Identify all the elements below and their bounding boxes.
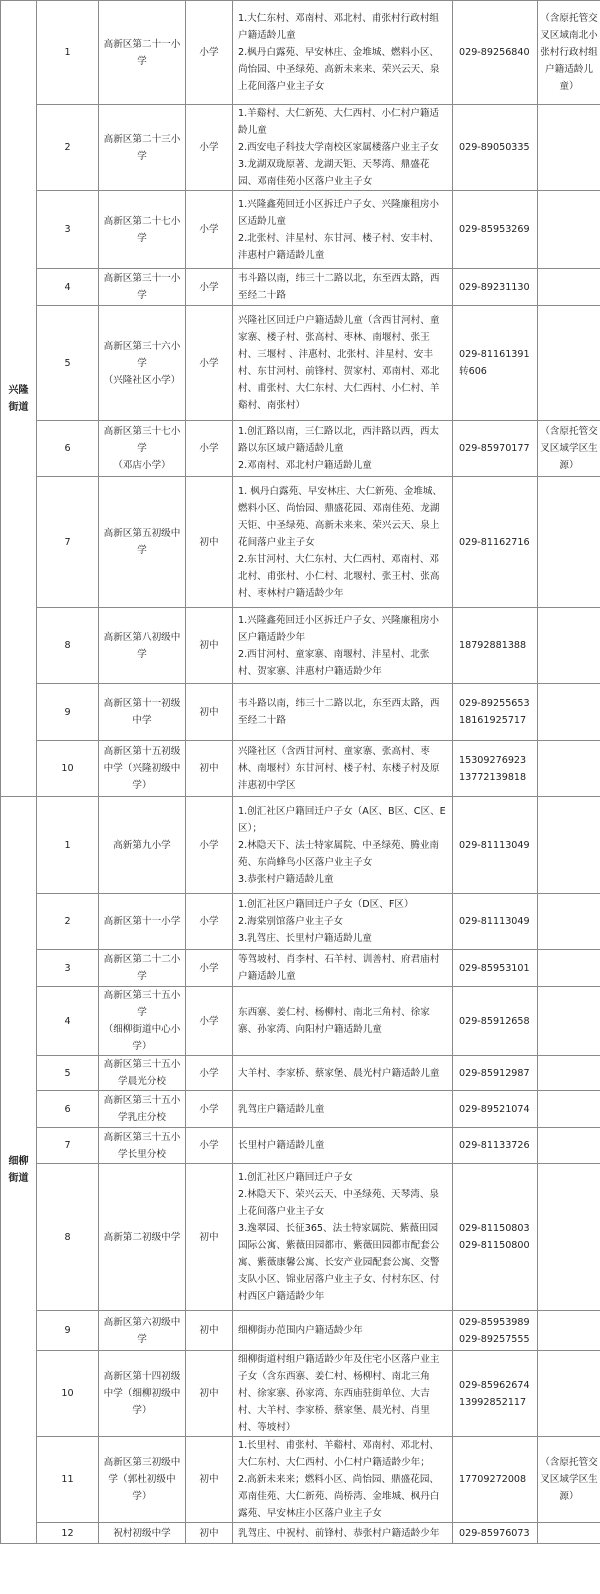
contact-phone-line: 029-85962674 bbox=[459, 1379, 530, 1391]
school-name-line: 高新区第二十二小学 bbox=[103, 954, 181, 982]
contact-phone-line: 029-85953989 bbox=[459, 1316, 530, 1328]
row-number: 10 bbox=[37, 741, 99, 797]
school-type: 小学 bbox=[186, 191, 233, 269]
school-name-line: 高新区第十一小学 bbox=[103, 916, 181, 927]
enrollment-range-line: 1.大仁东村、邓南村、邓北村、甫张村行政村组户籍适龄儿童 bbox=[238, 13, 440, 41]
contact-phone-line: 18161925717 bbox=[459, 715, 527, 726]
contact-phone-line: 13772139818 bbox=[459, 771, 527, 783]
enrollment-range-line: 等驾坡村、肖李村、石羊村、训善村、府君庙村户籍适龄儿童 bbox=[238, 954, 440, 982]
enrollment-range bbox=[233, 894, 453, 950]
note bbox=[538, 1128, 600, 1164]
enrollment-range-line: 1.羊谿村、大仁新苑、大仁西村、小仁村户籍适龄儿童 bbox=[238, 108, 440, 136]
school-type: 小学 bbox=[186, 894, 233, 950]
table-row bbox=[1, 477, 600, 608]
contact-phone bbox=[453, 894, 538, 950]
school-type: 初中 bbox=[186, 1437, 233, 1523]
contact-phone-line: 029-85953101 bbox=[459, 962, 530, 974]
enrollment-range bbox=[233, 1311, 453, 1351]
table-body bbox=[1, 1, 600, 1544]
school-name bbox=[99, 269, 186, 306]
table-row bbox=[1, 1, 600, 105]
enrollment-range-line: 兴隆社区（含西甘河村、童家寨、张高村、枣林、南堰村）东甘河村、楼子村、东楼子村及原沣惠初中学区 bbox=[238, 746, 440, 791]
contact-phone bbox=[453, 950, 538, 987]
school-name-line: 高新区第十五初级中学（兴隆初级中学） bbox=[103, 746, 181, 791]
contact-phone bbox=[453, 306, 538, 421]
school-name-line: 高新区第三十一小学 bbox=[103, 273, 181, 301]
contact-phone-line: 029-85970177 bbox=[459, 443, 530, 454]
school-name bbox=[99, 306, 186, 421]
enrollment-range bbox=[233, 306, 453, 421]
school-name-line: （兴隆社区小学） bbox=[103, 374, 181, 386]
contact-phone bbox=[453, 741, 538, 797]
enrollment-range-line: 长里村户籍适龄儿童 bbox=[238, 1140, 325, 1151]
school-name bbox=[99, 950, 186, 987]
enrollment-range-line: 2.海棠别馆落户业主子女 bbox=[238, 916, 344, 927]
enrollment-range-line: 2.高新未来来；燃料小区、尚怡园、鼎盛花园、邓南佳苑、大仁新苑、尚桥湾、金堆城、枫丹白露苑、早安林庄小区落户业主子女 bbox=[238, 1474, 440, 1519]
enrollment-range-line: 2.西安电子科技大学南校区家属楼落户业主子女 3.龙湖双珑原著、龙湖天钜、天琴湾、鼎盛花园、邓南佳苑小区落户业主子女 bbox=[238, 142, 440, 187]
row-number: 1 bbox=[37, 797, 99, 894]
note bbox=[538, 191, 600, 269]
school-name-line: 高新区第三十五小学长里分校 bbox=[103, 1131, 181, 1160]
contact-phone-line: 029-81133726 bbox=[459, 1140, 530, 1151]
enrollment-range-line: 1.创汇社区户籍回迁户子女（A区、B区、C区、E区）； bbox=[238, 805, 446, 834]
table-row bbox=[1, 1311, 600, 1351]
table-row bbox=[1, 1056, 600, 1091]
street-name: 兴隆街道 bbox=[1, 1, 37, 797]
school-name bbox=[99, 608, 186, 684]
enrollment-range bbox=[233, 1523, 453, 1544]
note bbox=[538, 477, 600, 608]
contact-phone-line: 029-89256840 bbox=[459, 47, 530, 58]
enrollment-range bbox=[233, 608, 453, 684]
enrollment-range-line: 2.西甘河村、童家寨、南堰村、沣星村、北张村、贺家寨、沣惠村户籍适龄少年 bbox=[238, 648, 430, 677]
enrollment-range-line: 1. 枫丹白露苑、早安林庄、大仁新苑、金堆城、燃料小区、尚怡园、鼎盛花园、邓南佳苑、龙湖天钜、中圣绿苑、高新未来来、荣兴云天、泉上花间落户业主子女 bbox=[238, 485, 443, 548]
school-name bbox=[99, 987, 186, 1056]
contact-phone-line: 029-89050335 bbox=[459, 142, 530, 153]
enrollment-range-line: 2.枫丹白露苑、早安林庄、金堆城、燃料小区、尚怡园、中圣绿苑、高新未来来、荣兴云天、泉上花间落户业主子女 bbox=[238, 47, 440, 92]
enrollment-range bbox=[233, 1091, 453, 1128]
school-name bbox=[99, 1164, 186, 1311]
school-name bbox=[99, 894, 186, 950]
school-type: 初中 bbox=[186, 1164, 233, 1311]
school-type: 初中 bbox=[186, 477, 233, 608]
contact-phone-line: 029-89521074 bbox=[459, 1103, 530, 1115]
contact-phone-line: 13992852117 bbox=[459, 1396, 527, 1408]
note bbox=[538, 741, 600, 797]
enrollment-range bbox=[233, 1164, 453, 1311]
school-name-line: 高新区第十一初级中学 bbox=[103, 698, 181, 726]
table-row bbox=[1, 684, 600, 741]
row-number: 4 bbox=[37, 269, 99, 306]
contact-phone-line: 029-81162716 bbox=[459, 536, 530, 548]
enrollment-range-line: 乳驾庄户籍适龄儿童 bbox=[238, 1103, 325, 1115]
school-type: 小学 bbox=[186, 1128, 233, 1164]
school-name-line: 高新区第二十七小学 bbox=[103, 215, 181, 244]
note bbox=[538, 1523, 600, 1544]
school-name-line: （邓店小学） bbox=[113, 460, 171, 471]
school-name bbox=[99, 421, 186, 477]
school-name bbox=[99, 741, 186, 797]
enrollment-range-line: 1.创汇社区户籍回迁户子女（D区、F区） bbox=[238, 899, 414, 910]
table-row bbox=[1, 191, 600, 269]
note bbox=[538, 950, 600, 987]
enrollment-range-line: 1.长里村、甫张村、羊谿村、邓南村、邓北村、大仁东村、大仁西村、小仁村户籍适龄少年； bbox=[238, 1440, 440, 1468]
enrollment-range bbox=[233, 684, 453, 741]
enrollment-range-line: 韦斗路以南，纬三十二路以北，东至西太路，西至经二十路 bbox=[238, 698, 440, 726]
school-name-line: 高新第二初级中学 bbox=[103, 1231, 181, 1243]
contact-phone bbox=[453, 1, 538, 105]
row-number: 6 bbox=[37, 421, 99, 477]
school-name bbox=[99, 1437, 186, 1523]
contact-phone bbox=[453, 1056, 538, 1091]
contact-phone bbox=[453, 105, 538, 191]
note bbox=[538, 608, 600, 684]
school-name-line: 高新区第十四初级中学（细柳初级中学） bbox=[103, 1371, 181, 1416]
school-type: 小学 bbox=[186, 421, 233, 477]
contact-phone-line: 029-81161391 bbox=[459, 349, 530, 360]
school-name-line: 高新区第三十七小学 bbox=[103, 426, 181, 454]
table-row bbox=[1, 269, 600, 306]
row-number: 5 bbox=[37, 1056, 99, 1091]
note bbox=[538, 269, 600, 306]
contact-phone bbox=[453, 1351, 538, 1437]
school-type: 初中 bbox=[186, 608, 233, 684]
contact-phone bbox=[453, 1128, 538, 1164]
school-type: 小学 bbox=[186, 105, 233, 191]
school-type: 初中 bbox=[186, 1311, 233, 1351]
school-type: 初中 bbox=[186, 1523, 233, 1544]
school-name bbox=[99, 1, 186, 105]
contact-phone bbox=[453, 421, 538, 477]
enrollment-range bbox=[233, 1128, 453, 1164]
row-number: 2 bbox=[37, 105, 99, 191]
enrollment-range-line: 2.林隐天下、法士特家属院、中圣绿苑、腾业南苑、东尚蜂鸟小区落户业主子女 bbox=[238, 839, 440, 868]
school-name bbox=[99, 105, 186, 191]
note bbox=[538, 105, 600, 191]
enrollment-range-line: 2.东甘河村、大仁东村、大仁西村、邓南村、邓北村、甫张村、小仁村、北堰村、张王村、张高村、枣林村户籍适龄少年 bbox=[238, 553, 440, 599]
enrollment-range-line: 1.创汇路以南，三仁路以北，西沣路以西，西太路以东区域户籍适龄儿童 bbox=[238, 426, 440, 454]
contact-phone bbox=[453, 1164, 538, 1311]
enrollment-range-line: 韦斗路以南，纬三十二路以北，东至西太路，西至经二十路 bbox=[238, 273, 440, 301]
school-name-line: 高新区第三十六小学 bbox=[103, 340, 181, 369]
note bbox=[538, 1437, 600, 1523]
table-row bbox=[1, 1164, 600, 1311]
contact-phone-line: 029-81113049 bbox=[459, 839, 530, 851]
school-name-line: 高新区第三十五小学乳庄分校 bbox=[103, 1095, 181, 1123]
school-name bbox=[99, 1351, 186, 1437]
enrollment-range bbox=[233, 1437, 453, 1523]
enrollment-range-line: 细柳街道村组户籍适龄少年及住宅小区落户业主子女（含东西寨、姜仁村、杨柳村、南北三角村、徐家寨、孙家湾、东西庙驻街单位、大吉村、大羊村、李家桥、蔡家堡、晨光村、肖里村、等坡村） bbox=[238, 1354, 440, 1433]
school-type: 小学 bbox=[186, 797, 233, 894]
table-row bbox=[1, 105, 600, 191]
note bbox=[538, 1311, 600, 1351]
school-name-line: 高新区第八初级中学 bbox=[103, 631, 181, 660]
school-type: 小学 bbox=[186, 987, 233, 1056]
school-name bbox=[99, 797, 186, 894]
note bbox=[538, 894, 600, 950]
enrollment-range bbox=[233, 741, 453, 797]
contact-phone-line: 029-81150803 bbox=[459, 1223, 530, 1234]
table-row bbox=[1, 421, 600, 477]
contact-phone bbox=[453, 191, 538, 269]
contact-phone bbox=[453, 987, 538, 1056]
school-name-line: （细柳街道中心小学） bbox=[103, 1024, 181, 1052]
table-row bbox=[1, 1351, 600, 1437]
school-name bbox=[99, 191, 186, 269]
enrollment-range bbox=[233, 797, 453, 894]
contact-phone-line: 029-81113049 bbox=[459, 916, 530, 927]
note bbox=[538, 306, 600, 421]
note bbox=[538, 1164, 600, 1311]
contact-phone-line: 18792881388 bbox=[459, 640, 527, 651]
table-row bbox=[1, 608, 600, 684]
contact-phone-line: 029-85912987 bbox=[459, 1067, 530, 1079]
row-number: 7 bbox=[37, 1128, 99, 1164]
row-number: 7 bbox=[37, 477, 99, 608]
row-number: 6 bbox=[37, 1091, 99, 1128]
table-row bbox=[1, 1091, 600, 1128]
row-number: 12 bbox=[37, 1523, 99, 1544]
enrollment-range bbox=[233, 421, 453, 477]
contact-phone-line: 029-81150800 bbox=[459, 1240, 530, 1251]
contact-phone bbox=[453, 1091, 538, 1128]
school-type: 小学 bbox=[186, 950, 233, 987]
enrollment-range-line: 细柳街办范围内户籍适龄少年 bbox=[238, 1325, 363, 1336]
enrollment-range bbox=[233, 269, 453, 306]
row-number: 8 bbox=[37, 608, 99, 684]
table-row bbox=[1, 797, 600, 894]
enrollment-range-line: 乳驾庄、中祝村、前锋村、恭张村户籍适龄少年 bbox=[238, 1527, 440, 1539]
row-number: 9 bbox=[37, 1311, 99, 1351]
school-name-line: 高新第九小学 bbox=[113, 839, 171, 851]
contact-phone bbox=[453, 269, 538, 306]
table-row bbox=[1, 1437, 600, 1523]
contact-phone-line: 029-89231130 bbox=[459, 281, 530, 293]
contact-phone bbox=[453, 477, 538, 608]
contact-phone-line: 转606 bbox=[459, 366, 487, 377]
note bbox=[538, 987, 600, 1056]
enrollment-range-line: 大羊村、李家桥、蔡家堡、晨光村户籍适龄儿童 bbox=[238, 1067, 440, 1079]
row-number: 8 bbox=[37, 1164, 99, 1311]
school-name bbox=[99, 1128, 186, 1164]
contact-phone-line: 17709272008 bbox=[459, 1474, 527, 1485]
table-row bbox=[1, 306, 600, 421]
enrollment-range bbox=[233, 1056, 453, 1091]
row-number: 9 bbox=[37, 684, 99, 741]
table-row bbox=[1, 950, 600, 987]
row-number: 3 bbox=[37, 950, 99, 987]
note bbox=[538, 797, 600, 894]
note-line: （含原托管交叉区域南北小张村行政村组户籍适龄儿童） bbox=[540, 13, 598, 92]
school-name-line: 高新区第六初级中学 bbox=[103, 1316, 181, 1345]
row-number: 4 bbox=[37, 987, 99, 1056]
school-name-line: 高新区第二十三小学 bbox=[103, 133, 181, 162]
table-row bbox=[1, 987, 600, 1056]
school-name-line: 祝村初级中学 bbox=[113, 1527, 171, 1539]
contact-phone-line: 029-89257555 bbox=[459, 1333, 530, 1345]
enrollment-range bbox=[233, 987, 453, 1056]
note bbox=[538, 421, 600, 477]
table-row bbox=[1, 1128, 600, 1164]
contact-phone bbox=[453, 608, 538, 684]
contact-phone-line: 029-85953269 bbox=[459, 224, 530, 235]
contact-phone bbox=[453, 1523, 538, 1544]
contact-phone-line: 029-85912658 bbox=[459, 1015, 530, 1027]
row-number: 2 bbox=[37, 894, 99, 950]
enrollment-range-line: 东西寨、姜仁村、杨柳村、南北三角村、徐家寨、孙家湾、向阳村户籍适龄儿童 bbox=[238, 1007, 430, 1035]
row-number: 3 bbox=[37, 191, 99, 269]
row-number: 1 bbox=[37, 1, 99, 105]
school-type: 初中 bbox=[186, 1351, 233, 1437]
contact-phone bbox=[453, 1311, 538, 1351]
school-name-line: 高新区第五初级中学 bbox=[103, 528, 181, 556]
note bbox=[538, 1351, 600, 1437]
row-number: 11 bbox=[37, 1437, 99, 1523]
school-type: 小学 bbox=[186, 269, 233, 306]
enrollment-range-line: 3.恭张村户籍适龄儿童 bbox=[238, 873, 334, 885]
enrollment-range-line: 1.兴隆鑫苑回迁小区拆迁户子女、兴隆廉租房小区适龄儿童 bbox=[238, 198, 440, 227]
street-name: 细柳街道 bbox=[1, 797, 37, 1544]
row-number: 10 bbox=[37, 1351, 99, 1437]
row-number: 5 bbox=[37, 306, 99, 421]
enrollment-range bbox=[233, 477, 453, 608]
enrollment-range-line: 2.林隐天下、荣兴云天、中圣绿苑、天琴湾、泉上花间落户业主子女 bbox=[238, 1189, 440, 1217]
contact-phone bbox=[453, 684, 538, 741]
enrollment-range bbox=[233, 950, 453, 987]
note-line: （含原托管交叉区域学区生源） bbox=[540, 426, 598, 471]
school-type: 小学 bbox=[186, 1091, 233, 1128]
school-type: 小学 bbox=[186, 1056, 233, 1091]
enrollment-range-line: 2.北张村、沣星村、东甘河、楼子村、安丰村、沣惠村户籍适龄儿童 bbox=[238, 232, 440, 261]
school-name bbox=[99, 477, 186, 608]
table-row bbox=[1, 894, 600, 950]
enrollment-range-line: 1.创汇社区户籍回迁户子女 bbox=[238, 1172, 353, 1183]
enrollment-range-line: 1.兴隆鑫苑回迁小区拆迁户子女、兴隆廉租房小区户籍适龄少年 bbox=[238, 614, 440, 643]
note bbox=[538, 684, 600, 741]
note bbox=[538, 1091, 600, 1128]
school-name bbox=[99, 1523, 186, 1544]
enrollment-range bbox=[233, 1, 453, 105]
enrollment-range bbox=[233, 1351, 453, 1437]
school-type: 小学 bbox=[186, 306, 233, 421]
enrollment-range-line: 2.邓南村、邓北村户籍适龄儿童 bbox=[238, 460, 372, 471]
note bbox=[538, 1056, 600, 1091]
enrollment-range bbox=[233, 105, 453, 191]
contact-phone-line: 029-85976073 bbox=[459, 1527, 530, 1539]
school-name bbox=[99, 1056, 186, 1091]
contact-phone bbox=[453, 797, 538, 894]
note bbox=[538, 1, 600, 105]
enrollment-range-line: 兴隆社区回迁户户籍适龄儿童（含西甘河村、童家寨、楼子村、张高村、枣林、南堰村、张王村、三堰村 、沣惠村、北张村、沣星村、安丰村、东甘河村、前锋村、贺家村、邓南村、邓北村、甫张村、大仁东村、大仁西村、小仁村、羊谿村、南张村） bbox=[238, 315, 440, 411]
enrollment-range-line: 3.逸翠园、长征365、法士特家属院、紫薇田园国际公寓、紫薇田园都市、紫薇田园都市配套公寓、紫薇康馨公寓、长安产业园配套公寓、交警支队小区、锦业居落户业主子女、付村东区、付村西区户籍适龄少年 bbox=[238, 1223, 440, 1302]
enrollment-range bbox=[233, 191, 453, 269]
contact-phone-line: 029-89255653 bbox=[459, 698, 530, 709]
school-name bbox=[99, 684, 186, 741]
school-name-line: 高新区第三十五小学晨光分校 bbox=[103, 1059, 181, 1087]
school-type: 小学 bbox=[186, 1, 233, 105]
school-type: 初中 bbox=[186, 684, 233, 741]
school-name-line: 高新区第二十一小学 bbox=[103, 38, 181, 67]
school-name-line: 高新区第三初级中学（郭杜初级中学） bbox=[103, 1457, 181, 1502]
table-row bbox=[1, 741, 600, 797]
school-type: 初中 bbox=[186, 741, 233, 797]
enrollment-range-line: 3.乳驾庄、长里村户籍适龄儿童 bbox=[238, 933, 372, 944]
note-line: （含原托管交叉区域学区生源） bbox=[540, 1457, 598, 1502]
contact-phone bbox=[453, 1437, 538, 1523]
school-name bbox=[99, 1091, 186, 1128]
school-name-line: 高新区第三十五小学 bbox=[103, 990, 181, 1018]
school-name bbox=[99, 1311, 186, 1351]
contact-phone-line: 15309276923 bbox=[459, 754, 527, 766]
table-row bbox=[1, 1523, 600, 1544]
